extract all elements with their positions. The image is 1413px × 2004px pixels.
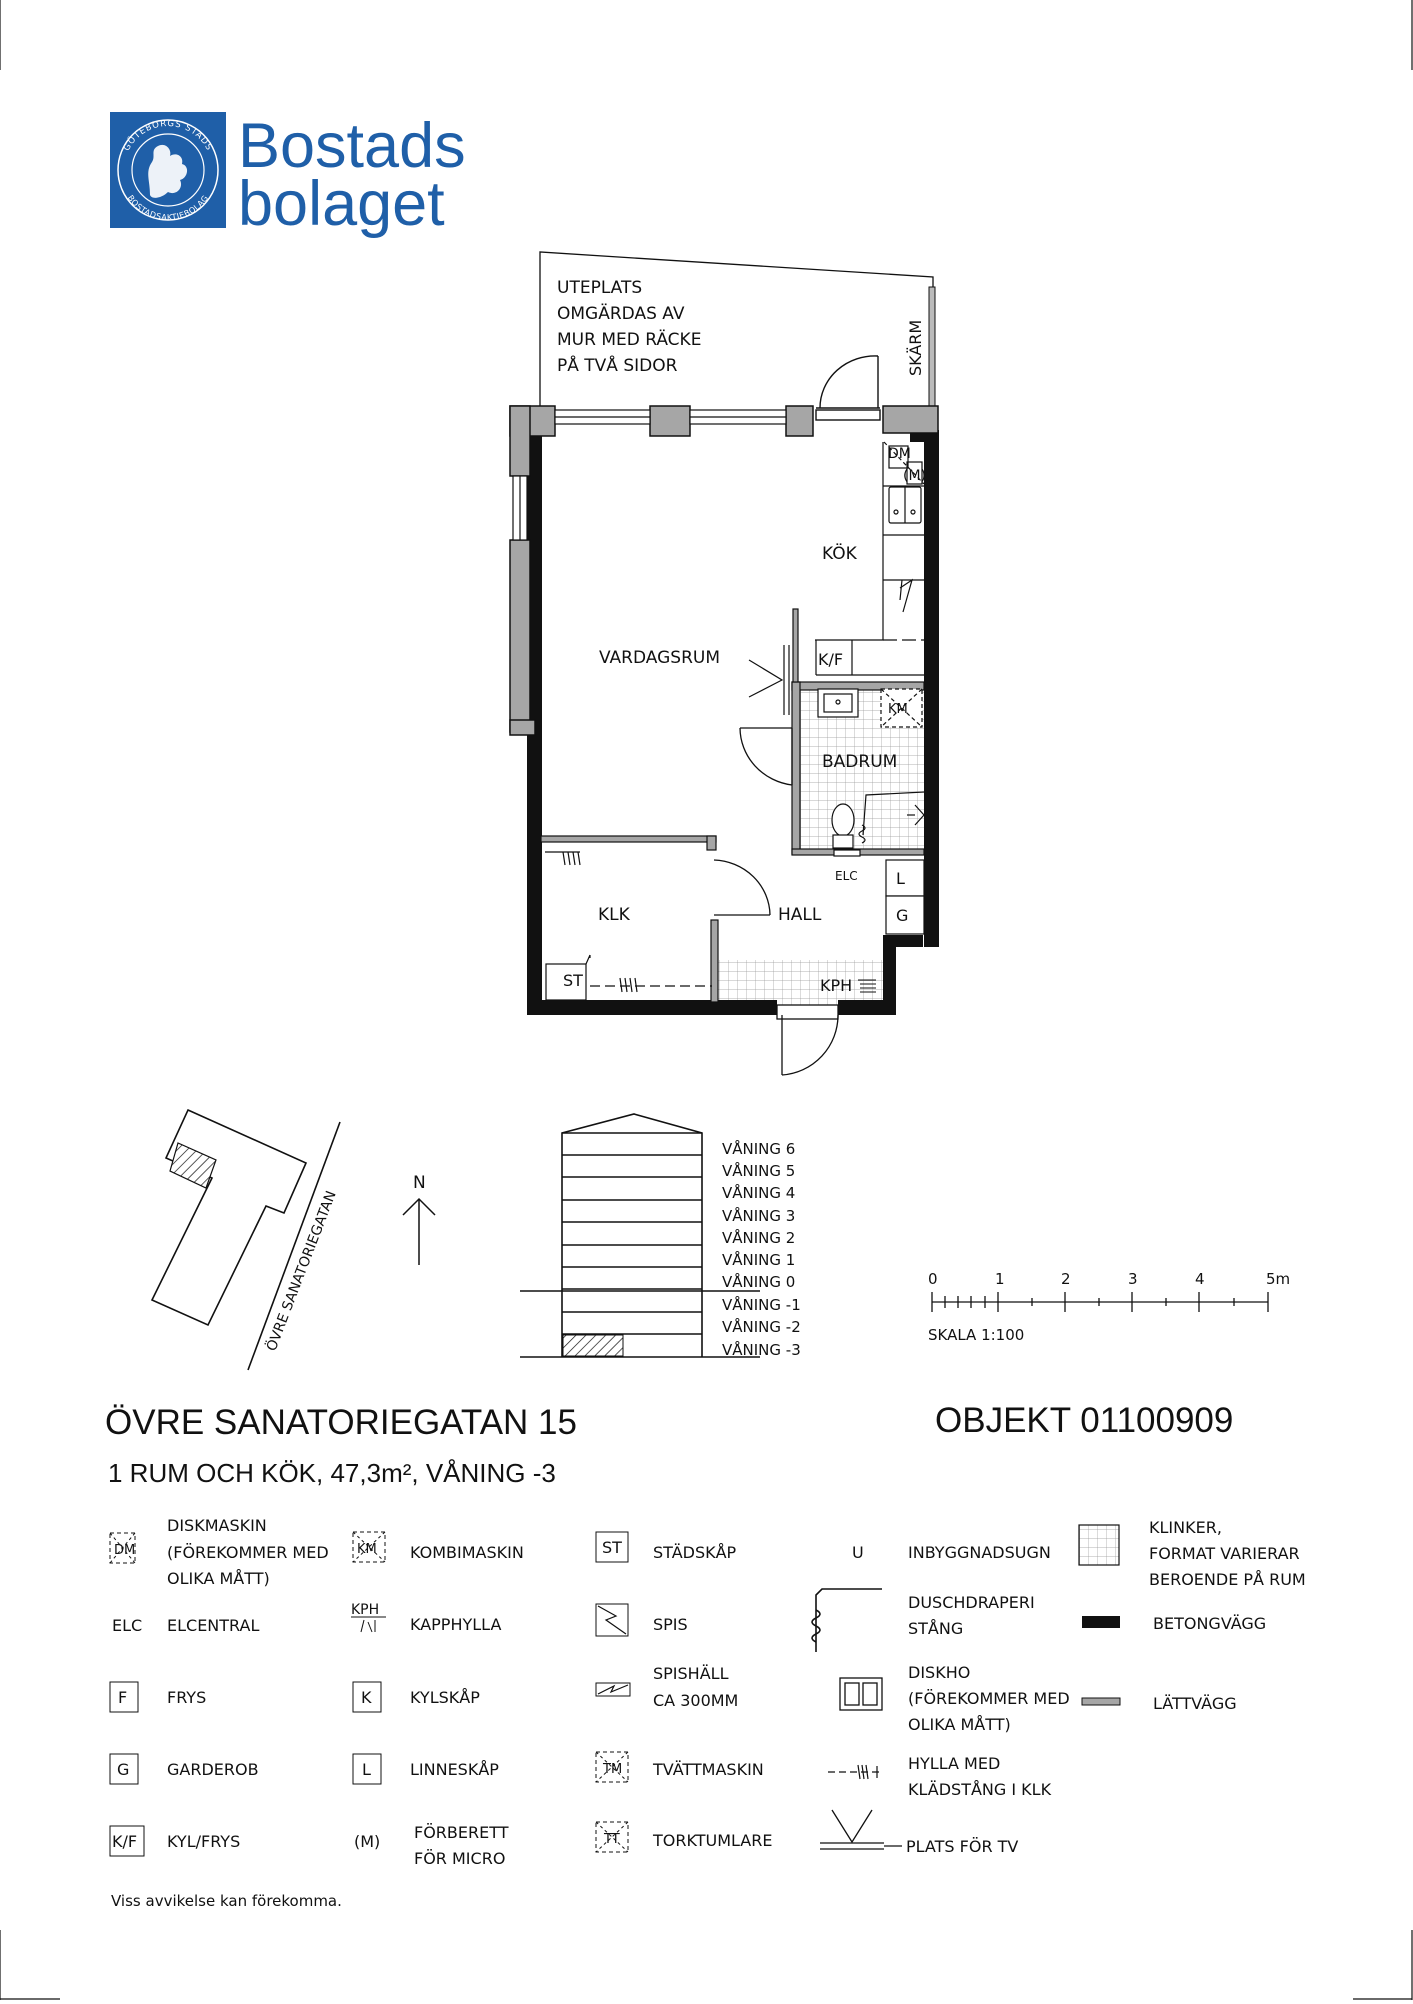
legend-label: OLIKA MÅTT): [908, 1715, 1011, 1734]
current-floor-marker: [563, 1335, 623, 1356]
legend-label: LÄTTVÄGG: [1153, 1694, 1237, 1713]
legend-label: (FÖREKOMMER MED: [908, 1689, 1070, 1708]
company-logo: [110, 111, 466, 239]
room-label-bathroom: BADRUM: [822, 752, 898, 772]
legend-label: CA 300MM: [653, 1691, 739, 1710]
legend-label: PLATS FÖR TV: [906, 1837, 1019, 1856]
klk-door: [714, 860, 770, 915]
legend-label: SPISHÄLL: [653, 1664, 729, 1683]
legend-code: TT: [604, 1832, 620, 1847]
floor-label: VÅNING 6: [722, 1140, 796, 1158]
legend-label: KYLSKÅP: [410, 1688, 480, 1707]
scale-label: SKALA 1:100: [928, 1326, 1025, 1344]
floor-label: VÅNING -1: [722, 1296, 801, 1314]
building-section: [520, 1114, 801, 1359]
tv-place-icon: [749, 645, 789, 715]
floor-label: VÅNING 5: [722, 1162, 796, 1180]
coat-rack-label: KPH: [820, 976, 853, 995]
legend-column-4: [812, 1543, 1070, 1856]
scale-tick-label: 5m: [1266, 1270, 1291, 1288]
electrical-panel-label: ELC: [835, 869, 858, 883]
legend-code: ST: [602, 1538, 622, 1557]
legend-label: BETONGVÄGG: [1153, 1614, 1267, 1633]
legend-label: (FÖREKOMMER MED: [167, 1543, 329, 1562]
legend-code: KPH: [351, 1602, 380, 1618]
legend-label: KOMBIMASKIN: [410, 1543, 524, 1562]
site-map: [152, 1110, 435, 1370]
apartment-location-marker: [170, 1143, 216, 1188]
legend-label: DISKMASKIN: [167, 1516, 267, 1535]
legend-code: K: [361, 1688, 372, 1707]
room-label-kitchen: KÖK: [822, 544, 857, 564]
logo-seal-text-bottom: BOSTADSAKTIEBOLAG: [125, 193, 211, 223]
legend-code: L: [362, 1760, 371, 1779]
legend-column-5: [1079, 1518, 1306, 1713]
legend-label: DISKHO: [908, 1663, 971, 1682]
patio-text-line1: UTEPLATS: [557, 278, 643, 298]
legend-code: TM: [603, 1762, 623, 1777]
object-number: OBJEKT 01100909: [935, 1401, 1234, 1440]
legend-label: TVÄTTMASKIN: [653, 1760, 764, 1779]
legend-code: ELC: [112, 1616, 143, 1635]
linen-cabinet-label: L: [896, 869, 905, 888]
legend-code: F: [118, 1688, 128, 1707]
combi-machine-label: KM: [888, 702, 908, 717]
room-label-klk: KLK: [598, 905, 630, 925]
shower-curtain-rod-icon: [812, 1589, 882, 1652]
legend-label: SPIS: [653, 1615, 688, 1634]
coat-rack-legend-icon: [351, 1617, 386, 1632]
floor-label: VÅNING 0: [722, 1273, 796, 1291]
legend-label: KAPPHYLLA: [410, 1615, 502, 1634]
logo-wordmark-line2: bolaget: [238, 169, 445, 239]
legend-code: (M): [354, 1832, 381, 1851]
scale-tick-label: 2: [1061, 1270, 1071, 1288]
legend-label: KYL/FRYS: [167, 1832, 241, 1851]
legend-label: LINNESKÅP: [410, 1760, 499, 1779]
legend-code: K/F: [112, 1832, 138, 1851]
cleaning-cupboard-label: ST: [563, 971, 583, 990]
tv-legend-icon: [820, 1810, 902, 1849]
street-line: [248, 1122, 340, 1370]
floor-label: VÅNING 2: [722, 1229, 796, 1247]
fridge-freezer-label: K/F: [818, 650, 844, 669]
floor-label: VÅNING -2: [722, 1318, 801, 1336]
legend-label: FÖR MICRO: [414, 1849, 506, 1868]
floor-label: VÅNING 4: [722, 1184, 796, 1202]
privacy-screen: [929, 287, 935, 407]
concrete-wall-swatch-icon: [1082, 1616, 1120, 1628]
legend-column-3: [596, 1532, 772, 1852]
legend-label: STÅNG: [908, 1619, 964, 1638]
scale-tick-label: 0: [928, 1270, 938, 1288]
legend-label: BEROENDE PÅ RUM: [1149, 1570, 1306, 1589]
floor-label: VÅNING -3: [722, 1341, 801, 1359]
legend-label: GARDEROB: [167, 1760, 259, 1779]
legend-code: U: [852, 1543, 864, 1562]
legend-code: G: [117, 1760, 130, 1779]
legend-label: INBYGGNADSUGN: [908, 1543, 1051, 1562]
patio-text-line4: PÅ TVÅ SIDOR: [557, 356, 678, 376]
room-label-hall: HALL: [778, 905, 822, 925]
legend-label: FRYS: [167, 1688, 207, 1707]
stove-icon: [596, 1604, 628, 1636]
scale-tick-label: 3: [1128, 1270, 1138, 1288]
logo-wordmark-line1: Bostads: [238, 111, 466, 181]
patio-text-line3: MUR MED RÄCKE: [557, 330, 702, 350]
legend-label: KLINKER,: [1149, 1518, 1222, 1537]
living-room-door: [740, 728, 792, 785]
legend-label: ELCENTRAL: [167, 1616, 260, 1635]
legend-label: KLÄDSTÅNG I KLK: [908, 1780, 1052, 1799]
legend-label: OLIKA MÅTT): [167, 1569, 270, 1588]
klk-closet-shelf: [545, 852, 580, 865]
north-label: N: [413, 1173, 426, 1193]
legend-label: STÄDSKÅP: [653, 1543, 737, 1562]
legend-label: DUSCHDRAPERI: [908, 1593, 1035, 1612]
light-wall-swatch-icon: [1082, 1698, 1120, 1705]
dishwasher-label: DM: [888, 446, 911, 462]
legend-code: KM: [357, 1542, 377, 1557]
legend-label: FORMAT VARIERAR: [1149, 1544, 1300, 1563]
legend-label: FÖRBERETT: [414, 1823, 509, 1842]
floor-label: VÅNING 1: [722, 1251, 796, 1269]
screen-label: SKÄRM: [906, 319, 925, 376]
scale-bar: [928, 1270, 1290, 1344]
hall-tile-floor: [718, 960, 886, 1005]
building-footprint: [152, 1110, 306, 1325]
room-label-living-room: VARDAGSRUM: [599, 648, 720, 668]
legend: [110, 1516, 1306, 1868]
floor-label: VÅNING 3: [722, 1207, 796, 1225]
logo-seal-text-top: GÖTEBORGS STADS: [121, 118, 215, 153]
tile-swatch-icon: [1079, 1525, 1119, 1565]
legend-label: HYLLA MED: [908, 1754, 1001, 1773]
legend-column-2: [351, 1532, 524, 1868]
patio-text-line2: OMGÄRDAS AV: [557, 304, 685, 324]
apartment-floor-plan: [510, 252, 939, 1075]
microwave-label: (M): [903, 468, 927, 484]
street-label: ÖVRE SANATORIEGATAN: [263, 1188, 340, 1354]
address-heading: ÖVRE SANATORIEGATAN 15: [105, 1403, 577, 1442]
entrance-door: [777, 1005, 838, 1075]
disclaimer-note: Viss avvikelse kan förekomma.: [111, 1892, 342, 1910]
scale-tick-label: 4: [1195, 1270, 1205, 1288]
legend-label: TORKTUMLARE: [653, 1831, 773, 1850]
legend-code: DM: [114, 1543, 136, 1558]
balcony-door: [816, 356, 880, 420]
wardrobe-label: G: [896, 906, 909, 925]
sink-icon: [840, 1678, 882, 1710]
scale-tick-label: 1: [995, 1270, 1005, 1288]
shelf-with-rail-icon: [828, 1765, 880, 1779]
legend-column-1: [110, 1516, 329, 1856]
hob-icon: [596, 1683, 630, 1696]
apartment-summary: 1 RUM OCH KÖK, 47,3m², VÅNING -3: [108, 1458, 556, 1488]
